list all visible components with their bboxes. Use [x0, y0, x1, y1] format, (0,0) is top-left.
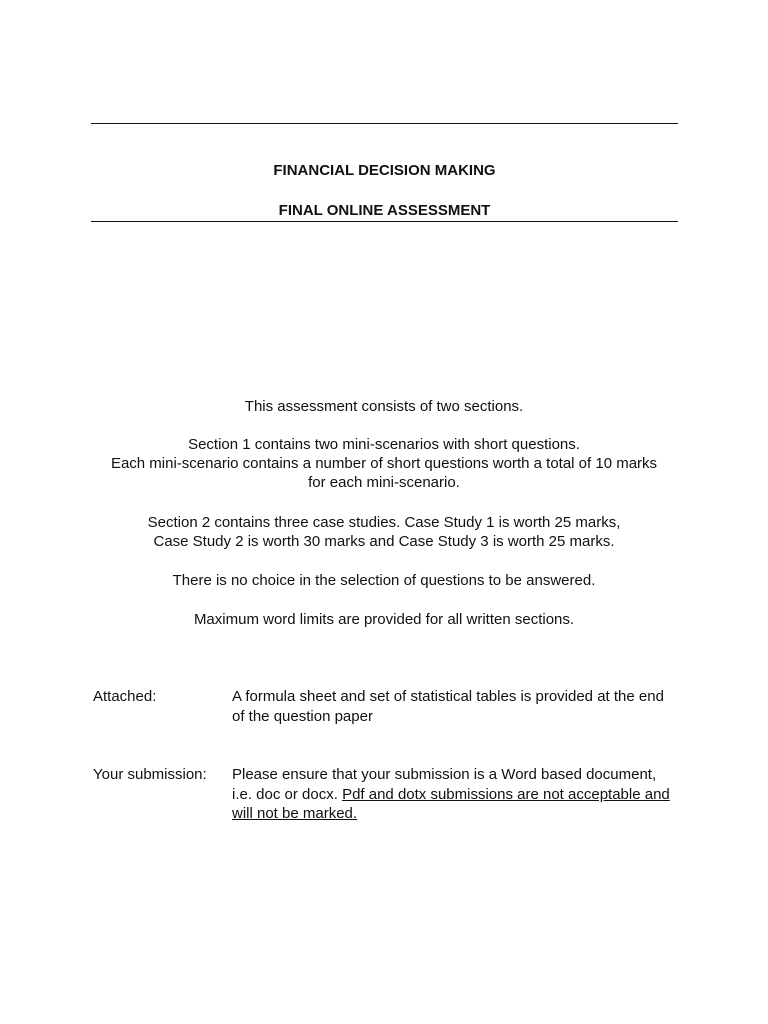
- choice-paragraph: [60, 571, 708, 590]
- submission-warning-part-1: Pdf and dotx submissions are not acceptable and: [342, 785, 670, 803]
- intro-paragraph: [60, 397, 708, 416]
- attached-text: [232, 687, 682, 726]
- intro-line: This assessment consists of two sections.: [244, 398, 524, 415]
- submission-line-2: [232, 785, 682, 805]
- attached-label: Attached:: [93, 688, 157, 705]
- section1-line-1: Section 1 contains two mini-scenarios with short questions.: [188, 436, 580, 453]
- document-title: FINANCIAL DECISION MAKING: [273, 162, 496, 179]
- section1-paragraph: [60, 435, 708, 492]
- top-rule: [91, 123, 678, 124]
- attached-line-1: A formula sheet and set of statistical tables is provided at the end: [232, 688, 664, 705]
- section2-paragraph: [60, 513, 708, 551]
- submission-warning-part-2: will not be marked.: [232, 805, 358, 822]
- word-limits-paragraph: [60, 610, 708, 629]
- section1-line-3: for each mini-scenario.: [308, 474, 460, 491]
- section2-line-1: Section 2 contains three case studies. Case Study 1 is worth 25 marks,: [147, 514, 621, 531]
- submission-text: [232, 765, 682, 824]
- bottom-rule: [91, 221, 678, 222]
- choice-text: There is no choice in the selection of questions to be answered.: [172, 572, 596, 589]
- submission-line-2-plain: i.e. doc or docx.: [232, 785, 343, 803]
- submission-label: Your submission:: [93, 766, 207, 783]
- section1-line-2: Each mini-scenario contains a number of short questions worth a total of 10 marks: [110, 455, 658, 472]
- attached-line-2: of the question paper: [232, 707, 373, 725]
- word-limits-text: Maximum word limits are provided for all written sections.: [193, 611, 575, 628]
- submission-line-1: Please ensure that your submission is a Word based document,: [232, 766, 657, 783]
- document-subtitle: FINAL ONLINE ASSESSMENT: [278, 202, 491, 219]
- section2-line-2: Case Study 2 is worth 30 marks and Case Study 3 is worth 25 marks.: [153, 533, 615, 550]
